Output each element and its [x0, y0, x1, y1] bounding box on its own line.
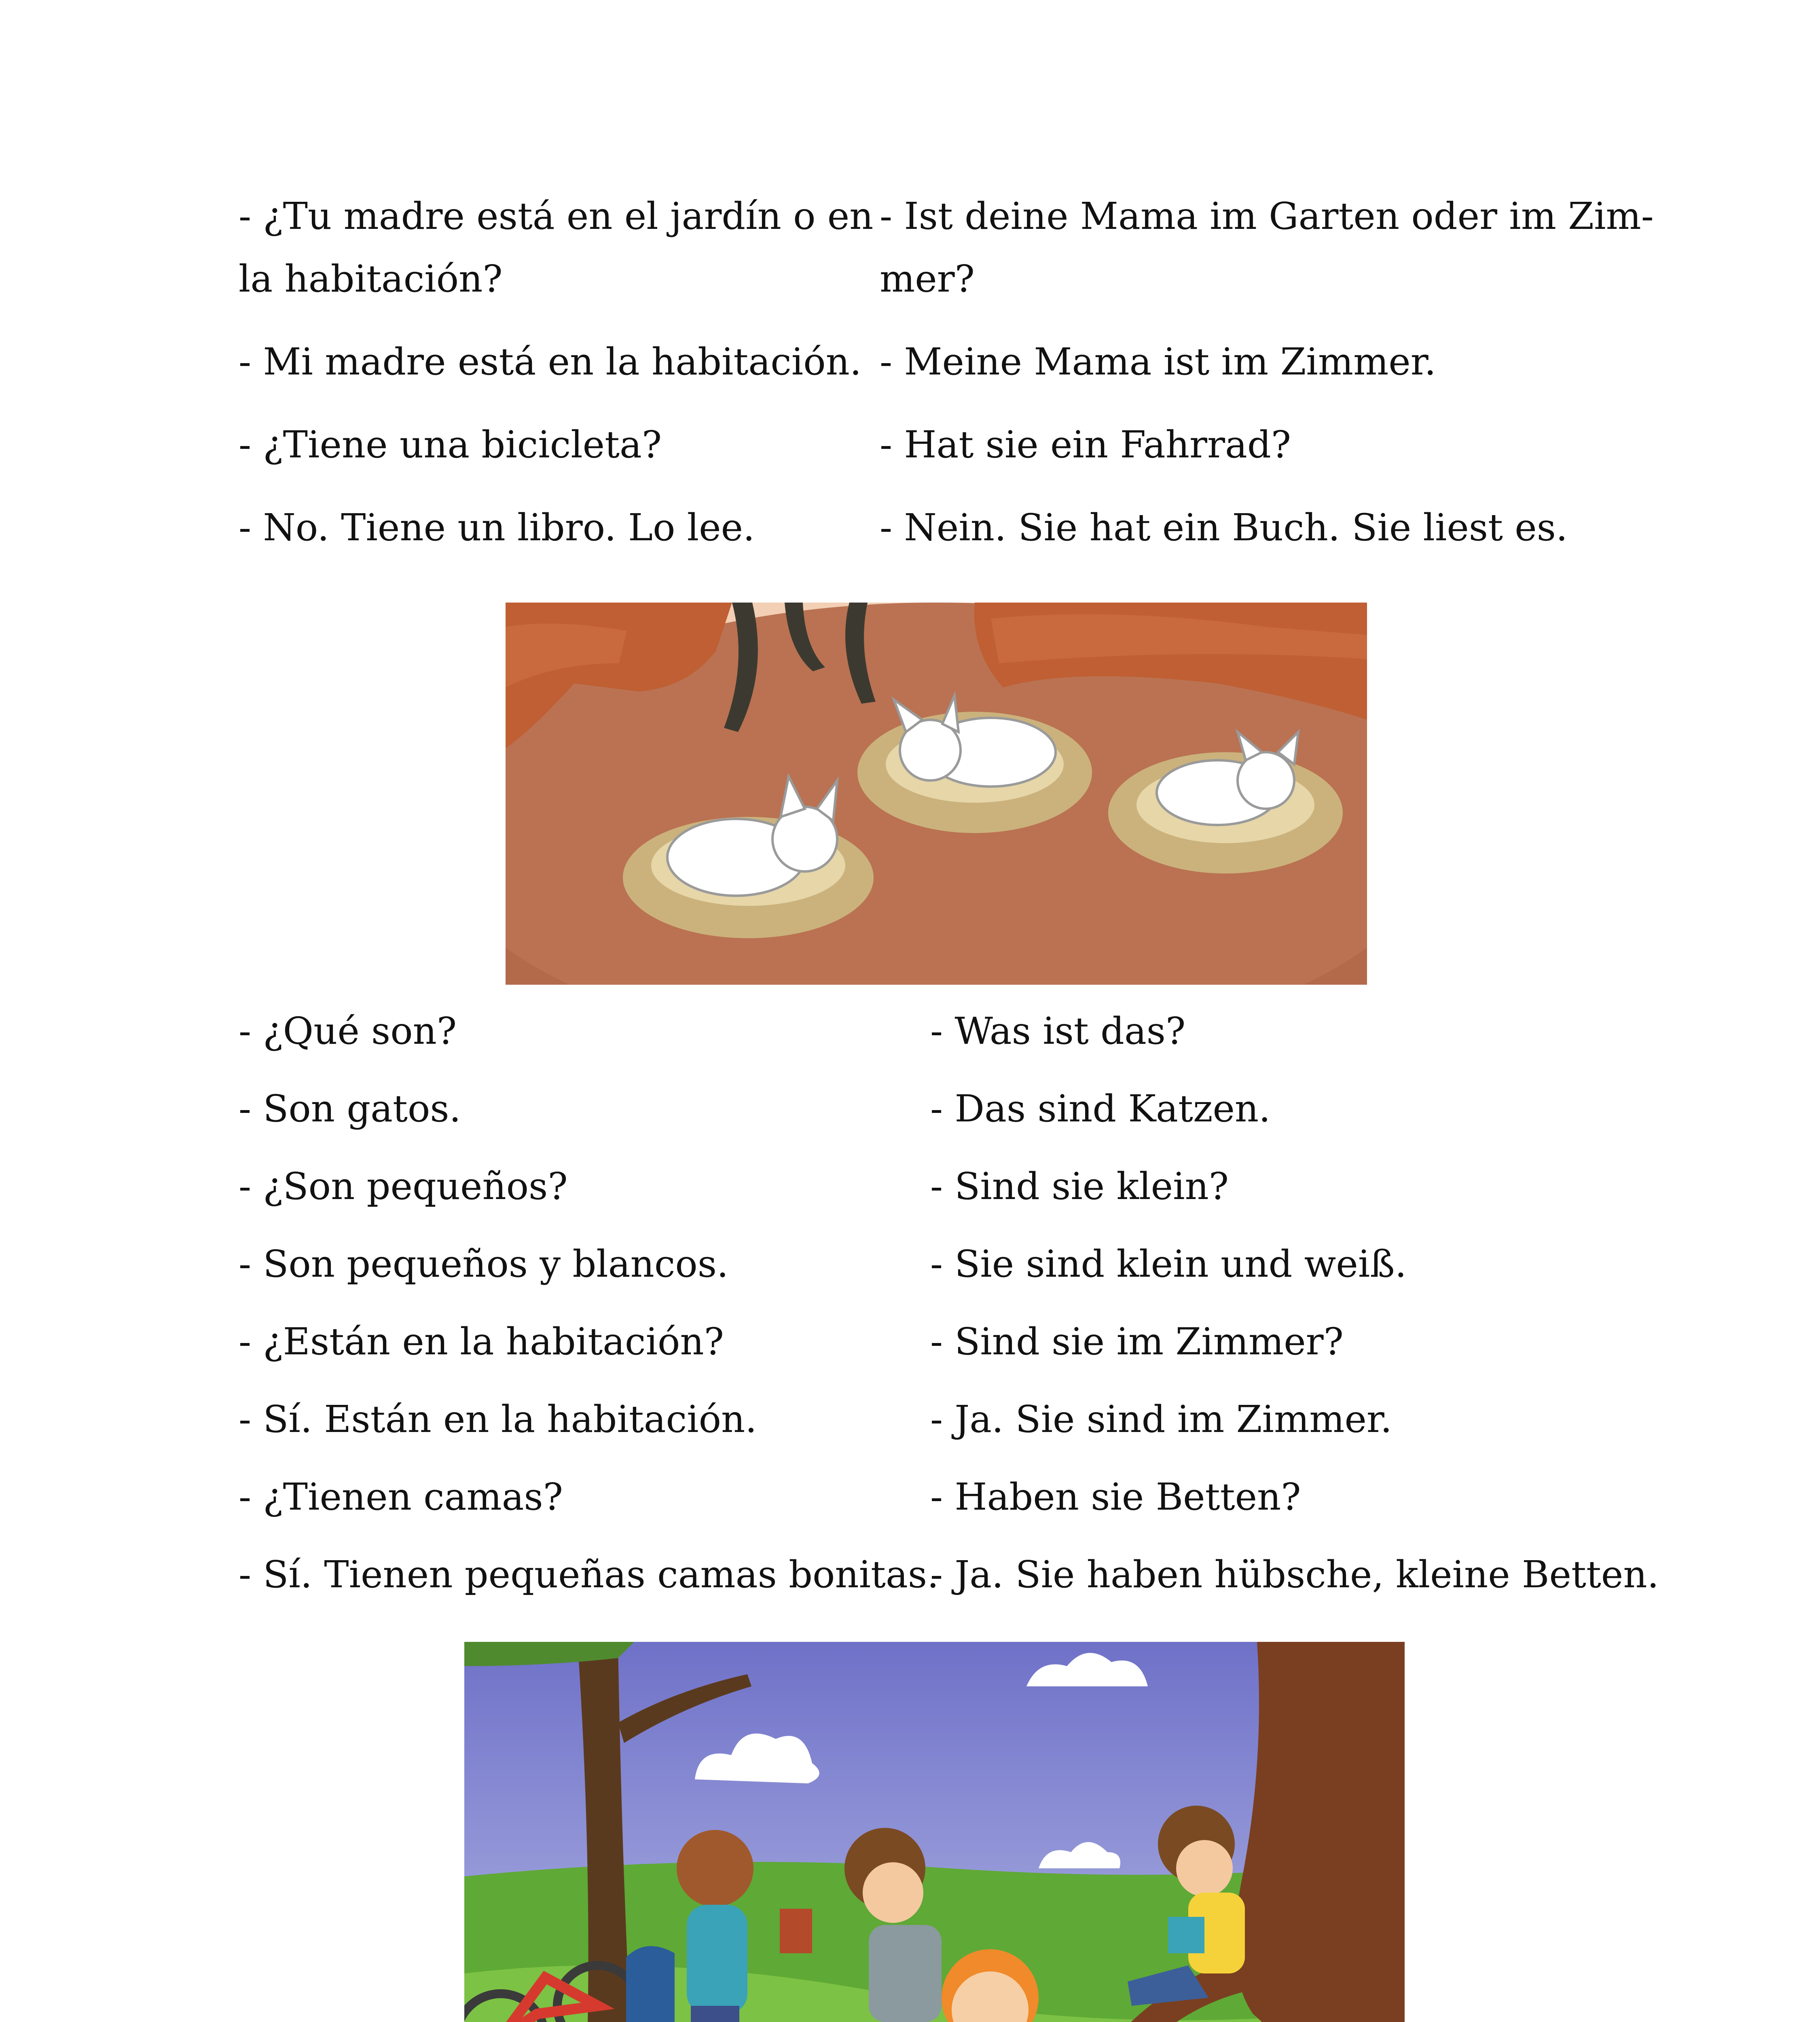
dialog2-es-line: - Son pequeños y blancos. — [239, 1242, 729, 1286]
dialog2-es-line: - Son gatos. — [239, 1087, 461, 1130]
dialog2-de-line: - Sie sind klein und weiß. — [930, 1242, 1407, 1286]
dialog2-de-line: - Das sind Katzen. — [930, 1087, 1271, 1130]
dialog2-es-line: - ¿Son pequeños? — [239, 1165, 568, 1208]
dialog2-de-line: - Sind sie klein? — [930, 1165, 1229, 1208]
dialog1-de-line: - Meine Mama ist im Zimmer. — [880, 340, 1436, 383]
dialog2-de-line: - Haben sie Betten? — [930, 1475, 1301, 1519]
dialog1-de-line: - Ist deine Mama im Garten oder im Zim- — [880, 195, 1654, 238]
dialog1-es-line: - Mi madre está en la habitación. — [239, 340, 862, 383]
dialog2-es-line: - ¿Tienen camas? — [239, 1475, 563, 1519]
dialog2-es-line: - Sí. Están en la habitación. — [239, 1398, 757, 1441]
dialog1-de-line: - Hat sie ein Fahrrad? — [880, 423, 1291, 466]
dialog1-es-line: - ¿Tu madre está en el jardín o en — [239, 195, 874, 238]
dialog1-de-line: - Nein. Sie hat ein Buch. Sie liest es. — [880, 506, 1568, 549]
dialog2-de-line: - Was ist das? — [930, 1009, 1186, 1053]
dialog2-de-line: - Sind sie im Zimmer? — [930, 1320, 1344, 1363]
dialog1-es-line: - No. Tiene un libro. Lo lee. — [239, 506, 755, 549]
dialog2-es-line: - Sí. Tienen pequeñas camas bonitas. — [239, 1553, 939, 1596]
park-illustration — [464, 1642, 1405, 2022]
dialog2-de-line: - Ja. Sie sind im Zimmer. — [930, 1398, 1393, 1441]
dialog1-es-line: la habitación? — [239, 257, 503, 300]
dialog2-de-line: - Ja. Sie haben hübsche, kleine Betten. — [930, 1553, 1659, 1596]
dialog1-es-line: - ¿Tiene una bicicleta? — [239, 423, 662, 466]
dialog2-es-line: - ¿Qué son? — [239, 1009, 457, 1053]
dialog2-es-line: - ¿Están en la habitación? — [239, 1320, 724, 1363]
dialog1-de-line: mer? — [880, 257, 975, 300]
kittens-illustration — [506, 603, 1367, 985]
